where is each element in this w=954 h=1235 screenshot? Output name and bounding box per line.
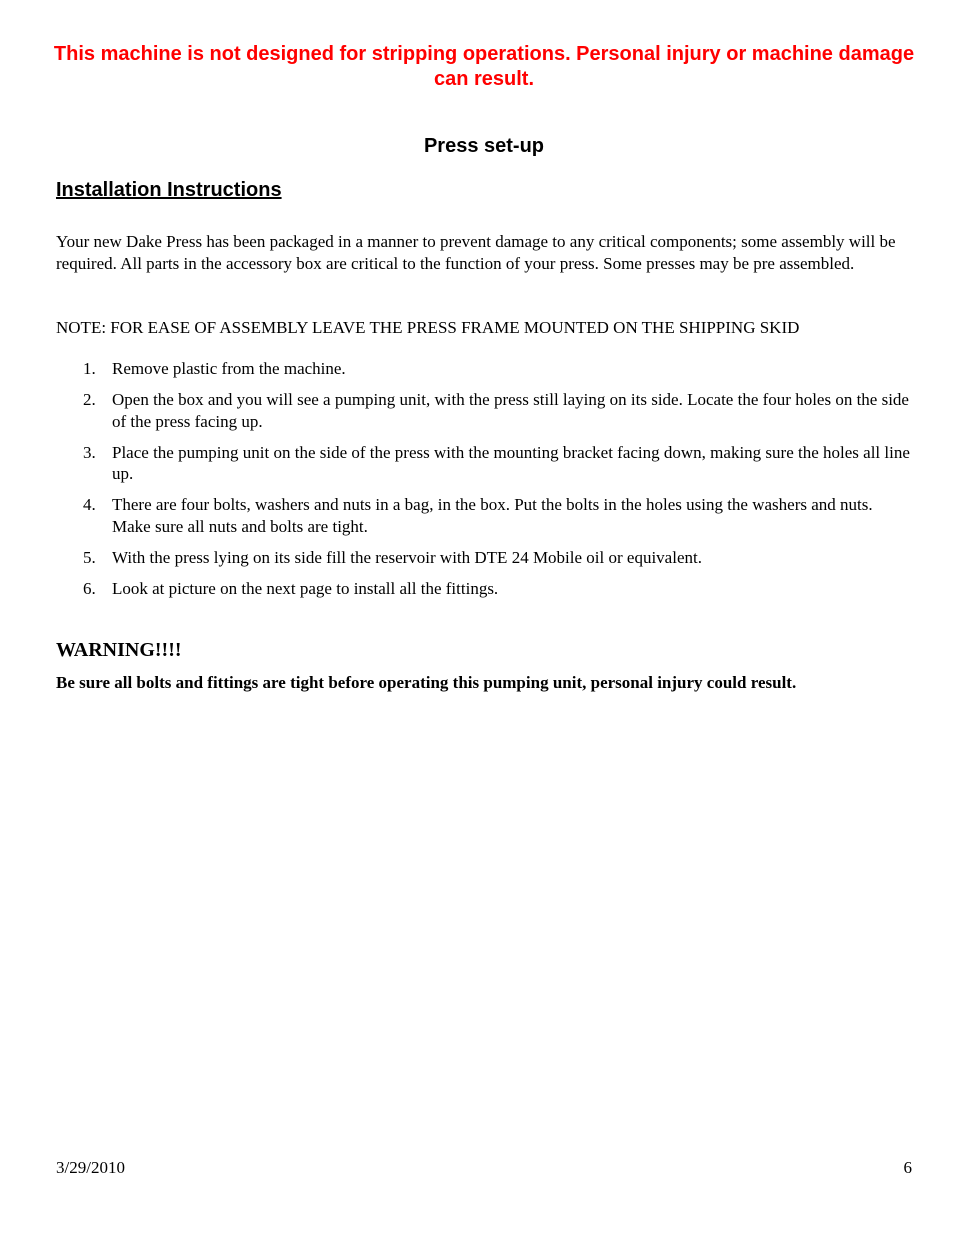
step-item (56, 442, 912, 485)
section-title-press-setup: Press set-up (423, 135, 545, 157)
step-number: 4. (83, 495, 96, 514)
step-text: Remove plastic from the machine. (112, 359, 346, 378)
step-number: 5. (83, 547, 96, 567)
assembly-note: NOTE: FOR EASE OF ASSEMBLY LEAVE THE PRESS FRAME MOUNTED ON THE SHIPPING SKID (56, 318, 800, 337)
step-item (56, 578, 912, 600)
step-text: With the press lying on its side fill the reservoir with DTE 24 Mobile oil or equivalent. (112, 547, 702, 567)
step-number: 6. (83, 578, 96, 598)
warning-heading: WARNING!!!! (56, 639, 182, 661)
step-item (56, 547, 912, 569)
intro-paragraph: Your new Dake Press has been packaged in a manner to prevent damage to any critical components; some assembly will be required. All parts in the accessory box are critical to the function of your press. Some presses may be pre assembled. (56, 232, 896, 273)
caution-banner: This machine is not designed for stripping operations. Personal injury or machine damage can result. (53, 43, 915, 90)
footer-date: 3/29/2010 (56, 1158, 125, 1177)
step-text: Place the pumping unit on the side of the press with the mounting bracket facing down, making sure the holes all line up. (112, 442, 910, 483)
warning-text: Be sure all bolts and fittings are tight before operating this pumping unit, personal injury could result. (56, 673, 797, 692)
step-number: 3. (83, 442, 96, 462)
footer-page-number: 6 (903, 1158, 912, 1177)
step-item (56, 389, 912, 432)
step-number: 1. (83, 359, 96, 378)
step-text: Look at picture on the next page to install all the fittings. (112, 578, 499, 598)
step-text: Open the box and you will see a pumping unit, with the press still laying on its side. Locate the four holes on the side of the press facing up. (112, 390, 909, 431)
step-text: There are four bolts, washers and nuts in a bag, in the box. Put the bolts in the holes using the washers and nuts. Make sure all nuts and bolts are tight. (112, 495, 873, 536)
installation-steps (56, 358, 912, 609)
step-number: 2. (83, 390, 96, 409)
step-item (56, 358, 912, 380)
step-item (56, 494, 912, 537)
heading-installation-instructions: Installation Instructions (56, 179, 282, 201)
